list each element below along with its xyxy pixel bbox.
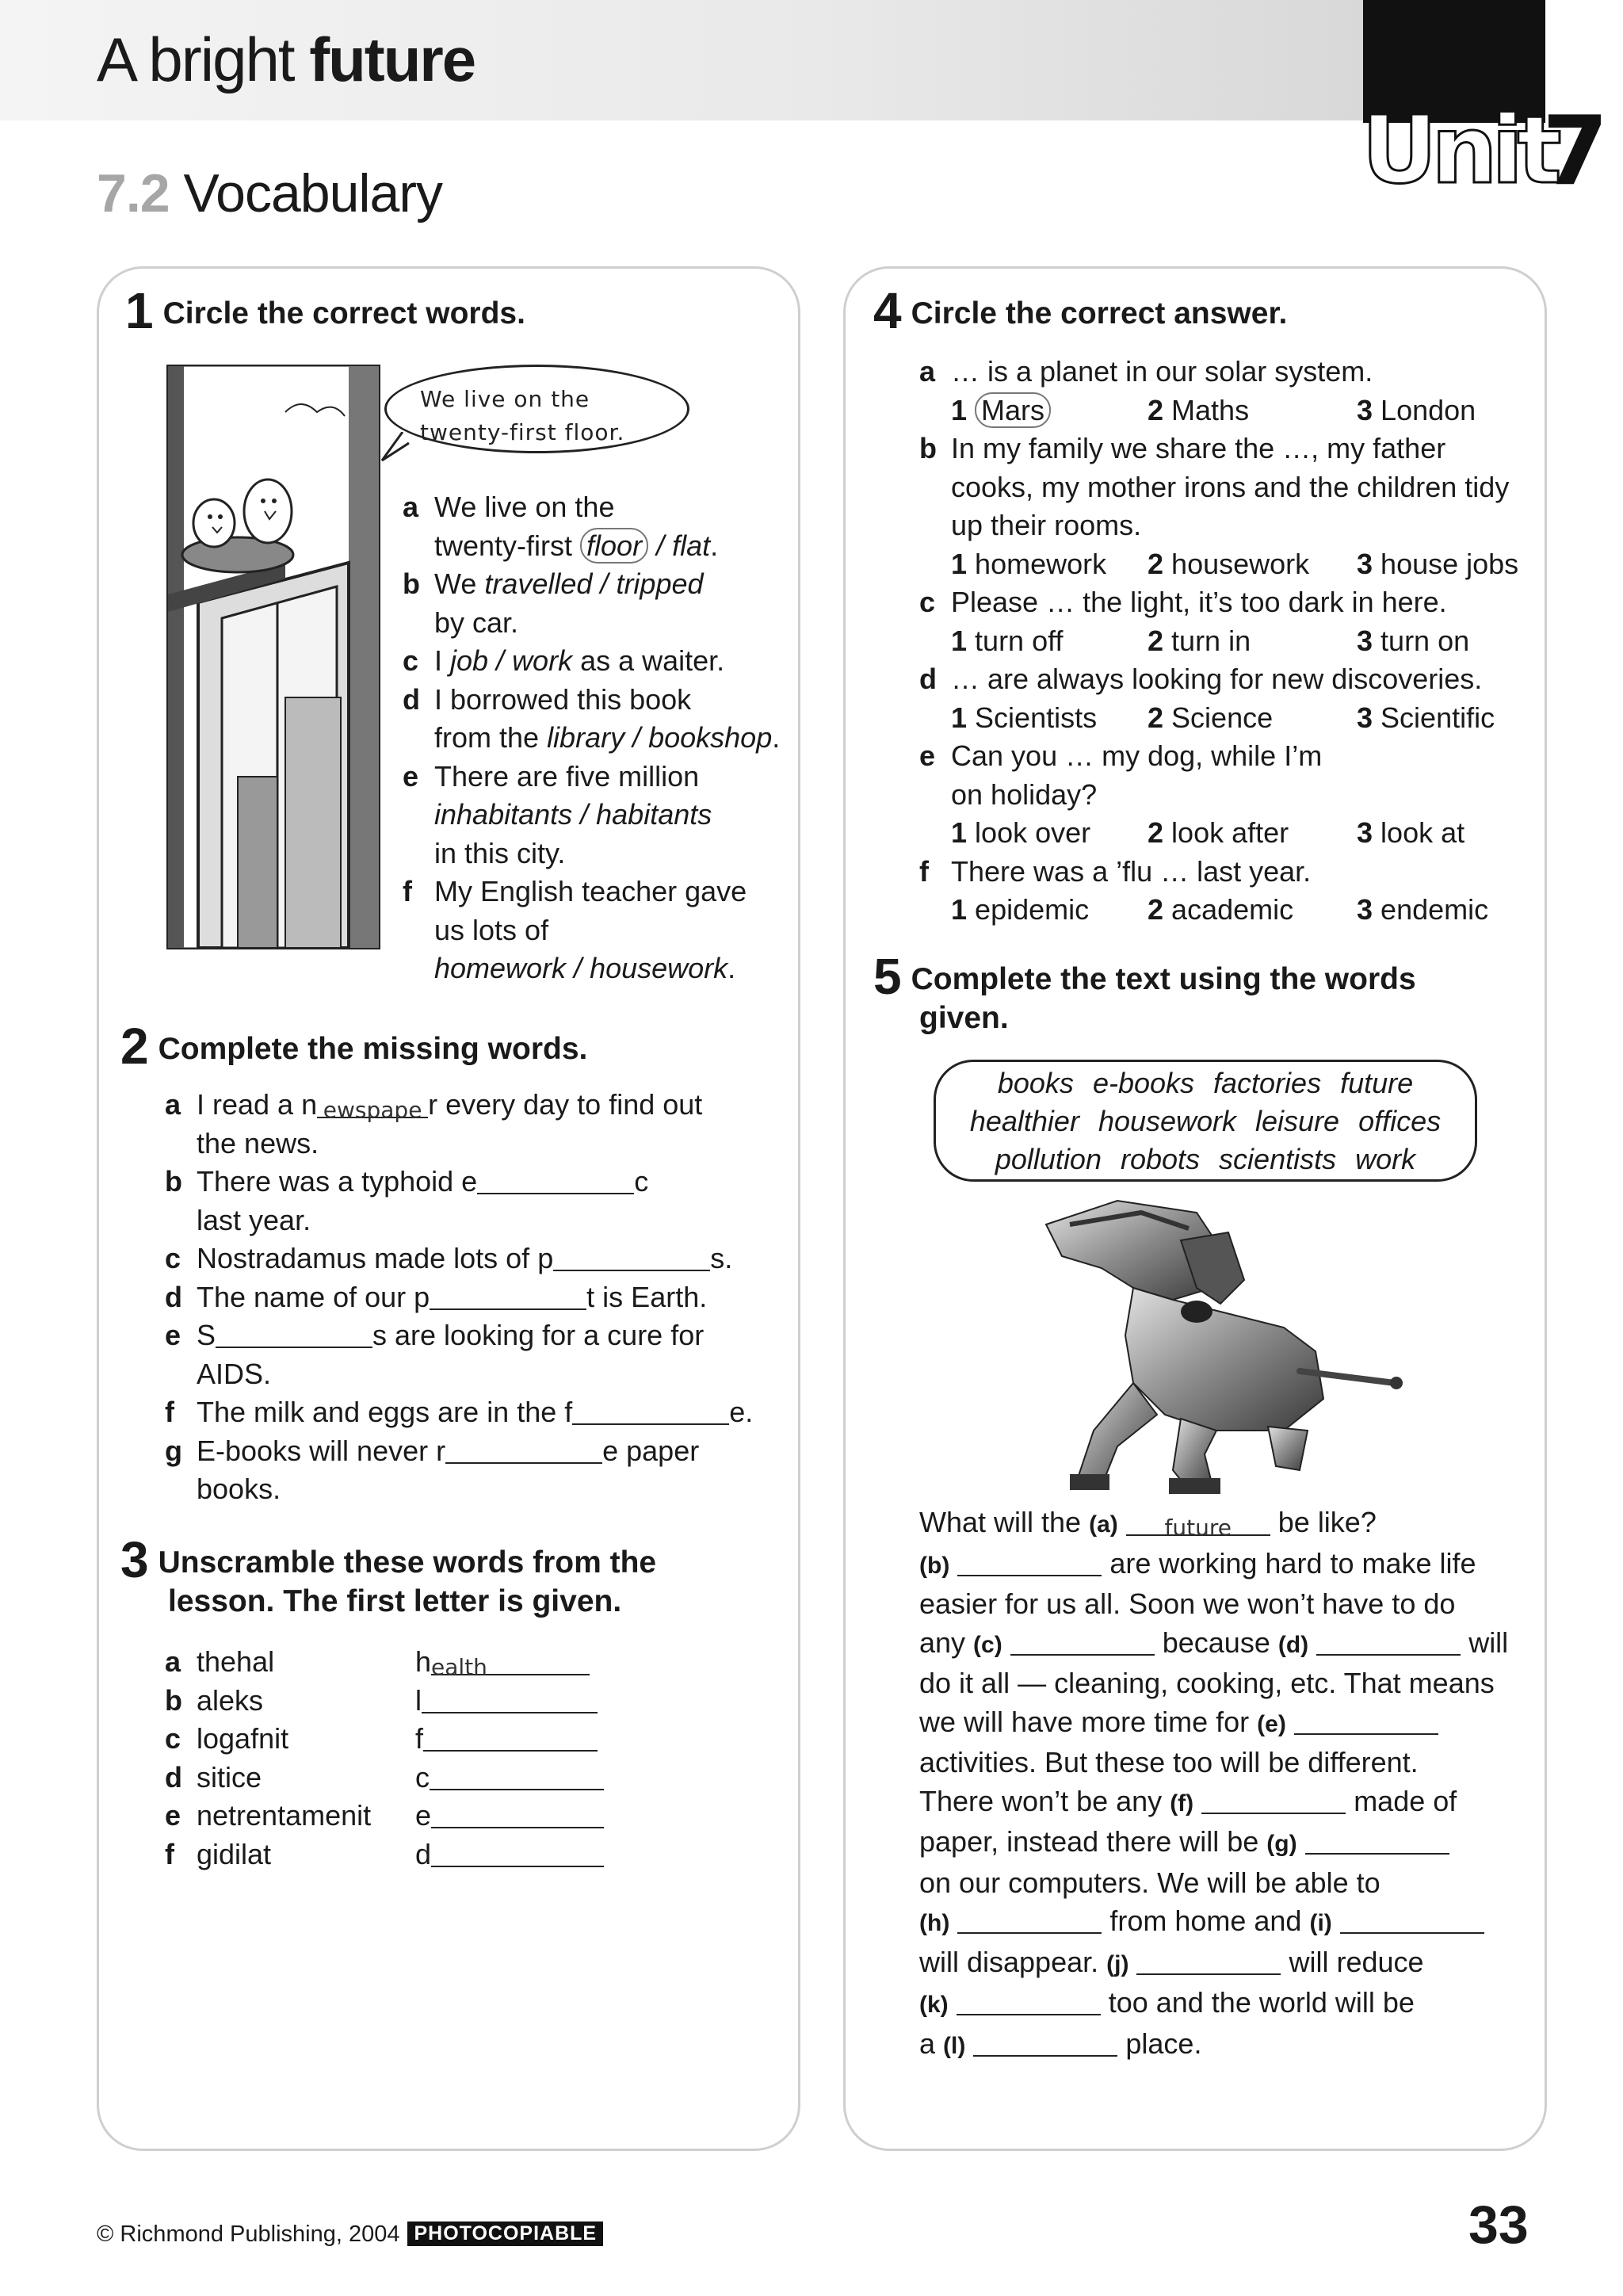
item-text: I borrowed this book <box>434 682 692 716</box>
exercise-instruction: Circle the correct answer. <box>911 296 1288 330</box>
item-text-part: t is Earth. <box>586 1280 708 1313</box>
option-2[interactable]: 2 Maths <box>1148 393 1250 426</box>
gap-label: (b) <box>919 1552 950 1579</box>
item-text <box>197 1316 799 1355</box>
item-letter: c <box>919 586 936 618</box>
first-letter: c <box>415 1760 430 1794</box>
item-text-part: . <box>710 529 719 562</box>
scrambled-word: sitice <box>197 1760 262 1794</box>
item-letter: c <box>403 644 419 677</box>
item-text-part: I <box>434 644 451 677</box>
answer-blank[interactable] <box>445 1437 602 1464</box>
text-part: we will have more time for <box>919 1705 1258 1738</box>
item-letter: b <box>403 567 420 600</box>
option-1[interactable]: 1 epidemic <box>951 893 1090 926</box>
option-3[interactable]: 3 look at <box>1357 816 1465 849</box>
word-chip: housework <box>1098 1105 1237 1137</box>
text-line <box>919 1823 1537 1864</box>
question-text: In my family we share the …, my father <box>951 432 1446 464</box>
answer-blank[interactable] <box>957 1907 1102 1934</box>
speech-line: We live on the <box>420 386 590 412</box>
item-text-part: s are looking for a cure for <box>372 1319 705 1351</box>
item-text <box>434 719 799 758</box>
answer-blank[interactable] <box>477 1167 634 1194</box>
answer-blank[interactable] <box>1340 1907 1484 1934</box>
list-item <box>919 853 1545 892</box>
item-letter: b <box>165 1683 182 1717</box>
option-2[interactable]: 2 academic <box>1148 893 1294 926</box>
list-item <box>919 353 1545 392</box>
item-text: last year. <box>197 1203 311 1236</box>
gap-label: (a) <box>1089 1511 1118 1538</box>
item-letter: f <box>165 1396 174 1428</box>
option-text: Science <box>1171 701 1274 734</box>
answer-blank[interactable] <box>1136 1948 1281 1975</box>
gap-label: (d) <box>1277 1631 1309 1658</box>
option-3[interactable]: 3 endemic <box>1357 893 1489 926</box>
option-text: look over <box>975 816 1091 849</box>
list-item <box>919 583 1545 622</box>
list-item <box>919 660 1545 699</box>
item-text-part: r every day to find out <box>428 1088 703 1121</box>
option-2[interactable]: 2 housework <box>1148 547 1310 580</box>
item-text <box>434 565 799 604</box>
option-2[interactable]: 2 look after <box>1148 816 1289 849</box>
first-letter: f <box>415 1722 424 1755</box>
word-options[interactable]: inhabitants / habitants <box>434 798 712 831</box>
item-text: books. <box>197 1473 281 1505</box>
option-text: academic <box>1171 893 1294 926</box>
text-line <box>919 1984 1537 2025</box>
list-item <box>919 737 1545 814</box>
exercise-2-heading <box>120 1018 588 1075</box>
word-row <box>936 1143 1475 1176</box>
answer-blank[interactable]: ealth <box>431 1648 590 1675</box>
answer-options <box>919 814 1545 853</box>
unit-word: Unit <box>1361 95 1556 204</box>
title-regular: A bright <box>97 25 294 94</box>
answer-blank[interactable] <box>431 1840 604 1867</box>
cloze-text <box>919 1503 1537 2065</box>
question-text: on holiday? <box>951 777 1098 811</box>
option-3[interactable]: 3 Scientific <box>1357 701 1495 734</box>
gap-label: (g) <box>1266 1831 1297 1857</box>
answer-blank[interactable] <box>430 1763 604 1790</box>
item-text-part: S <box>197 1319 216 1351</box>
list-item <box>165 1163 799 1240</box>
option-text: Scientific <box>1381 701 1495 734</box>
option-2[interactable]: 2 Science <box>1148 701 1274 734</box>
item-text-part: We <box>434 567 485 600</box>
exercise-number: 5 <box>873 948 902 1005</box>
answer-blank[interactable] <box>957 1988 1101 2015</box>
exercise-4-list <box>919 353 1545 930</box>
option-1[interactable]: 1 homework <box>951 547 1107 580</box>
answer-blank[interactable] <box>572 1398 729 1425</box>
text-part: will reduce <box>1281 1945 1424 1978</box>
exercise-number: 1 <box>125 282 154 339</box>
item-text: We live on the <box>434 491 615 523</box>
item-letter: c <box>165 1722 181 1755</box>
question-text: … is a planet in our solar system. <box>951 355 1373 388</box>
list-item <box>165 1682 640 1721</box>
item-text-part: Nostradamus made lots of p <box>197 1242 554 1274</box>
exercise-1-heading <box>125 282 525 339</box>
exercise-instruction: Complete the missing words. <box>158 1032 588 1066</box>
item-text <box>434 949 799 988</box>
unit-badge <box>1361 95 1623 207</box>
item-letter: a <box>919 355 936 388</box>
option-1[interactable]: 1 turn off <box>951 624 1064 657</box>
option-3[interactable]: 3 London <box>1357 393 1476 426</box>
item-text-part: E-books will never r <box>197 1434 446 1467</box>
exercise-number: 4 <box>873 282 902 339</box>
text-part: What will the <box>919 1506 1090 1538</box>
text-line <box>919 1703 1537 1744</box>
item-letter: e <box>165 1799 181 1832</box>
answer-options <box>919 622 1545 661</box>
option-text: turn on <box>1381 624 1470 657</box>
exercise-3-heading <box>120 1531 657 1621</box>
text-part: place. <box>1117 2027 1202 2060</box>
unit-number: 7 <box>1542 97 1606 207</box>
word-row <box>936 1105 1475 1138</box>
item-text-part: e. <box>729 1396 754 1428</box>
exercise-number: 3 <box>120 1531 149 1588</box>
item-text: in this city. <box>434 836 566 869</box>
item-text-part: The name of our p <box>197 1280 430 1313</box>
item-text-part: s. <box>710 1242 733 1274</box>
text-part: too and the world will be <box>1100 1986 1415 2019</box>
item-text: the news. <box>197 1126 319 1159</box>
first-letter: d <box>415 1837 432 1870</box>
exercise-instruction: given. <box>919 1001 1009 1035</box>
list-item <box>403 488 799 565</box>
text-part: are working hard to make life <box>1102 1546 1476 1580</box>
list-item <box>403 873 799 988</box>
option-text: Maths <box>1171 393 1250 426</box>
item-letter: g <box>165 1434 182 1467</box>
answer-options <box>919 891 1545 930</box>
item-text <box>434 527 799 566</box>
text-line: on our computers. We will be able to <box>919 1866 1381 1899</box>
answer-blank[interactable] <box>1316 1629 1461 1656</box>
exercise-5-heading <box>873 948 1416 1037</box>
scrambled-word: aleks <box>197 1683 264 1717</box>
gap-label: (h) <box>919 1910 950 1936</box>
answer-blank[interactable] <box>431 1801 604 1828</box>
item-letter: b <box>919 432 937 464</box>
item-text-part: e paper <box>602 1434 700 1467</box>
word-chip: healthier <box>969 1105 1079 1137</box>
list-item <box>165 1278 799 1317</box>
list-item <box>403 642 799 681</box>
word-options[interactable]: homework / housework <box>434 952 728 984</box>
exercise-number: 2 <box>120 1018 149 1075</box>
option-1[interactable]: 1 Mars <box>951 392 1051 430</box>
circled-option[interactable]: floor <box>580 528 648 563</box>
answer-blank[interactable] <box>1305 1828 1449 1855</box>
list-item <box>403 758 799 873</box>
gap-label: (k) <box>919 1992 949 2018</box>
word-options[interactable]: travelled / tripped <box>484 567 704 600</box>
exercise-instruction: Complete the text using the words <box>911 962 1416 996</box>
question-text: There was a ’flu … last year. <box>951 854 1312 888</box>
item-text <box>197 1278 799 1317</box>
option-text: Scientists <box>975 701 1098 734</box>
item-text <box>197 1393 799 1432</box>
word-chip: scientists <box>1219 1143 1337 1175</box>
option-1[interactable]: 1 Scientists <box>951 701 1098 734</box>
text-part: made of <box>1346 1784 1457 1817</box>
item-text <box>197 1086 799 1125</box>
item-text-part: c <box>634 1165 649 1198</box>
list-item <box>165 1797 640 1836</box>
speech-text <box>420 383 624 449</box>
answer-options <box>919 545 1545 584</box>
option-3[interactable]: 3 house jobs <box>1357 547 1519 580</box>
exercise-instruction: Unscramble these words from the <box>158 1545 657 1580</box>
answer-blank[interactable]: future <box>1126 1509 1270 1536</box>
item-letter: c <box>165 1242 181 1274</box>
item-letter: f <box>403 875 412 907</box>
list-item <box>165 1316 799 1393</box>
word-chip: e-books <box>1092 1067 1195 1099</box>
option-text: house jobs <box>1381 547 1519 580</box>
first-letter: h <box>415 1645 432 1678</box>
text-line: do it all — cleaning, cooking, etc. That means <box>919 1667 1495 1699</box>
word-chip: work <box>1355 1143 1416 1175</box>
item-letter: a <box>403 491 419 523</box>
text-part: any <box>919 1626 974 1659</box>
text-line: easier for us all. Soon we won’t have to do <box>919 1587 1456 1620</box>
text-line <box>919 1503 1537 1545</box>
text-part: will <box>1461 1626 1509 1659</box>
word-options[interactable]: library / bookshop <box>547 721 773 754</box>
section-title <box>97 162 442 224</box>
answer-blank[interactable] <box>430 1283 586 1310</box>
list-item <box>165 1240 799 1278</box>
option-1[interactable]: 1 look over <box>951 816 1091 849</box>
text-part: There won’t be any <box>919 1784 1170 1817</box>
footer-copyright <box>97 2222 603 2248</box>
item-letter: a <box>165 1645 181 1678</box>
list-item <box>919 430 1545 545</box>
item-letter: e <box>165 1319 181 1351</box>
exercise-3-list <box>165 1643 640 1874</box>
circled-option[interactable]: Mars <box>975 392 1051 428</box>
word-chip: robots <box>1120 1143 1201 1175</box>
list-item <box>165 1759 640 1797</box>
text-line <box>919 1902 1537 1943</box>
gap-label: (l) <box>943 2032 966 2059</box>
option-text: London <box>1381 393 1476 426</box>
answer-options <box>919 392 1545 430</box>
option-2[interactable]: 2 turn in <box>1148 624 1251 657</box>
option-text: turn in <box>1171 624 1251 657</box>
scrambled-word: netrentamenit <box>197 1799 372 1832</box>
item-text: AIDS. <box>197 1357 272 1390</box>
text-line <box>919 1943 1537 1985</box>
text-line: activities. But these too will be different. <box>919 1746 1419 1778</box>
list-item <box>165 1720 640 1759</box>
item-text: us lots of <box>434 913 549 946</box>
answer-blank[interactable] <box>216 1321 372 1348</box>
answer-blank[interactable] <box>423 1725 598 1752</box>
option-text: housework <box>1171 547 1310 580</box>
text-part: paper, instead there will be <box>919 1825 1267 1858</box>
item-text: by car. <box>434 606 519 639</box>
option-text: homework <box>975 547 1107 580</box>
text-part: because <box>1154 1626 1278 1659</box>
option-text: epidemic <box>975 893 1090 926</box>
answer-blank[interactable] <box>1294 1708 1438 1735</box>
answer-options <box>919 699 1545 738</box>
list-item <box>403 565 799 642</box>
word-chip: factories <box>1213 1067 1322 1099</box>
text-part: be like? <box>1270 1506 1377 1538</box>
question-text: Can you … my dog, while I’m <box>951 739 1323 772</box>
section-name: Vocabulary <box>183 163 442 223</box>
option-3[interactable]: 3 turn on <box>1357 624 1470 657</box>
item-text <box>434 642 799 681</box>
word-row <box>936 1067 1475 1100</box>
item-text <box>197 1432 799 1471</box>
scrambled-word: thehal <box>197 1645 275 1678</box>
gap-label: (f) <box>1170 1790 1194 1817</box>
item-letter: d <box>403 682 420 716</box>
text-line <box>919 1782 1537 1824</box>
exercise-2-list <box>165 1086 799 1509</box>
option-text: turn off <box>975 624 1064 657</box>
item-letter: a <box>165 1088 181 1121</box>
text-part: from home and <box>1102 1904 1310 1937</box>
page-number: 33 <box>1468 2195 1529 2255</box>
item-text: There are five million <box>434 759 700 793</box>
list-item <box>403 681 799 758</box>
page-title <box>97 24 475 96</box>
text-line <box>919 1624 1537 1665</box>
answer-blank[interactable] <box>422 1687 598 1713</box>
list-item <box>165 1836 640 1874</box>
text-part: will disappear. <box>919 1945 1107 1978</box>
item-text-part: I read a n <box>197 1088 318 1121</box>
gap-label: (i) <box>1309 1910 1332 1936</box>
gap-label: (c) <box>973 1631 1002 1658</box>
section-number: 7.2 <box>97 163 170 223</box>
answer-blank[interactable] <box>973 2030 1117 2057</box>
speech-line: twenty-first floor. <box>420 419 625 445</box>
item-text-part: . <box>772 721 781 754</box>
question-text: up their rooms. <box>951 509 1142 541</box>
item-text: My English teacher gave <box>434 875 747 907</box>
gap-label: (j) <box>1106 1950 1129 1977</box>
answer-blank[interactable]: ewspape <box>317 1091 428 1118</box>
text-part: a <box>919 2027 944 2060</box>
gap-label: (e) <box>1257 1710 1286 1737</box>
item-letter: f <box>165 1837 174 1870</box>
item-letter: f <box>919 854 929 888</box>
item-text-part: twenty-first <box>434 529 581 562</box>
question-text: cooks, my mother irons and the children tidy <box>951 470 1510 503</box>
list-item <box>165 1432 799 1509</box>
text-line <box>919 2025 1537 2066</box>
item-text <box>197 1240 799 1278</box>
item-letter: b <box>165 1165 182 1198</box>
list-item <box>165 1086 799 1163</box>
option-text: look at <box>1381 816 1465 849</box>
item-text-part: There was a typhoid e <box>197 1165 478 1198</box>
item-text-part: as a waiter. <box>572 644 725 677</box>
item-text-part: . <box>727 952 736 984</box>
copyright-text: © Richmond Publishing, 2004 <box>97 2222 400 2247</box>
list-item <box>165 1643 640 1682</box>
question-text: … are always looking for new discoveries. <box>951 663 1483 695</box>
exercise-instruction: Circle the correct words. <box>162 296 525 330</box>
item-letter: d <box>165 1760 182 1794</box>
answer-blank[interactable] <box>1201 1787 1346 1814</box>
item-text <box>197 1163 799 1201</box>
item-text-part: from the <box>434 721 548 754</box>
speech-bubble-tail <box>379 432 411 464</box>
word-box <box>934 1060 1477 1182</box>
answer-blank[interactable] <box>1010 1629 1155 1656</box>
item-letter: d <box>919 663 937 695</box>
scrambled-word: gidilat <box>197 1837 272 1870</box>
text-line <box>919 1545 1537 1586</box>
robot-dog-image <box>1014 1193 1411 1498</box>
word-chip: leisure <box>1255 1105 1340 1137</box>
question-text: Please … the light, it’s too dark in here. <box>951 586 1447 618</box>
item-letter: d <box>165 1280 182 1313</box>
item-letter: e <box>403 759 419 793</box>
scrambled-word: logafnit <box>197 1722 289 1755</box>
word-chip: future <box>1340 1067 1414 1099</box>
photocopiable-badge: PHOTOCOPIABLE <box>407 2222 603 2246</box>
word-option[interactable]: flat <box>672 529 711 562</box>
option-text: look after <box>1171 816 1289 849</box>
word-options[interactable]: job / work <box>450 644 573 677</box>
title-bold: future <box>309 25 475 94</box>
window-birds-illustration <box>166 365 380 949</box>
word-chip: books <box>997 1067 1074 1099</box>
answer-blank[interactable] <box>553 1244 710 1271</box>
list-item <box>165 1393 799 1432</box>
first-letter: l <box>415 1683 422 1717</box>
exercise-instruction: lesson. The first letter is given. <box>168 1584 622 1618</box>
option-text: endemic <box>1381 893 1489 926</box>
item-letter: e <box>919 739 936 772</box>
exercise-1-list <box>403 488 799 988</box>
option-separator: / <box>648 529 673 562</box>
exercise-4-heading <box>873 282 1288 339</box>
word-chip: offices <box>1358 1105 1442 1137</box>
item-text-part: The milk and eggs are in the f <box>197 1396 573 1428</box>
word-chip: pollution <box>995 1143 1102 1175</box>
first-letter: e <box>415 1799 432 1832</box>
answer-blank[interactable] <box>957 1549 1102 1576</box>
